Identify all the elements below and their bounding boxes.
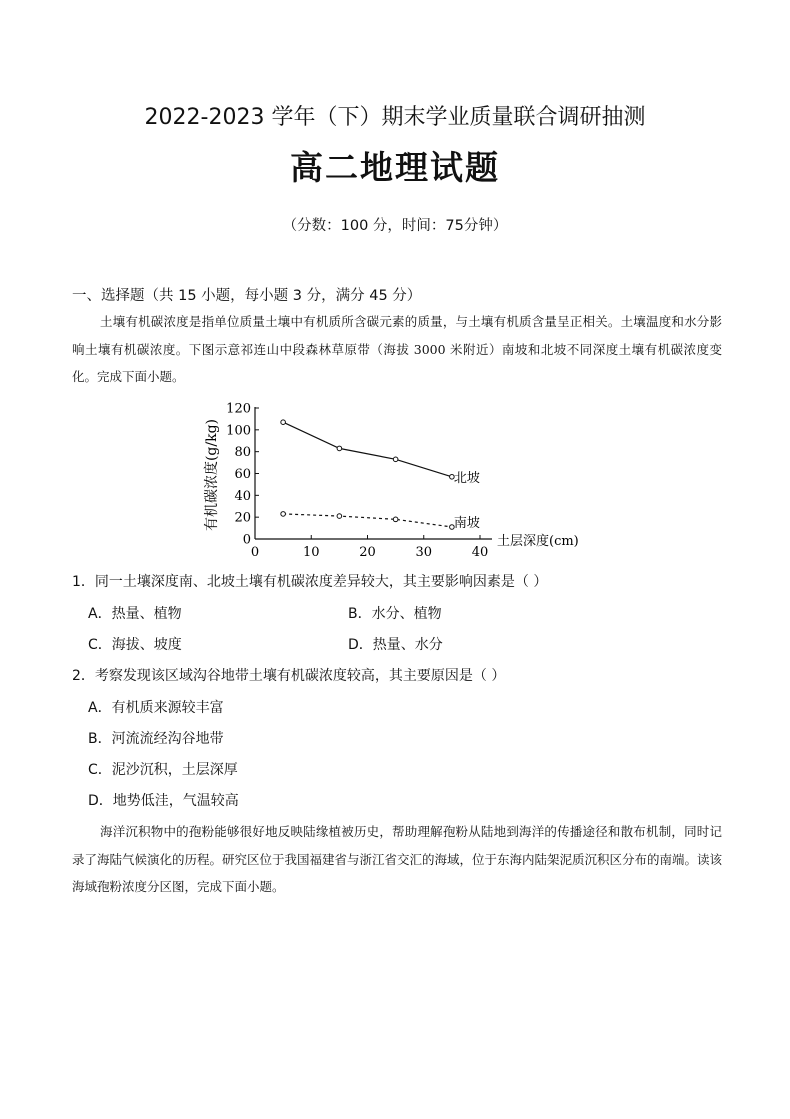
soil-carbon-chart <box>200 396 600 558</box>
passage-pollen: 海洋沉积物中的孢粉能够很好地反映陆缘植被历史，帮助理解孢粉从陆地到海洋的传播途径和散布机制，同时记录了海陆气候演化的历程。研究区位于我国福建省与浙江省交汇的海域，位于东海内陆架泥质沉积区分布的南端。读该海域孢粉浓度分区图，完成下面小题。 <box>72 824 723 894</box>
y-tick-label: 40 <box>234 488 251 504</box>
data-point <box>393 457 398 462</box>
subject-title: 高二地理试题 <box>290 148 500 187</box>
data-point <box>337 514 342 519</box>
x-tick-label: 10 <box>302 545 320 558</box>
x-tick-label: 0 <box>250 545 260 558</box>
x-tick-label: 30 <box>415 545 433 558</box>
y-tick-label: 120 <box>226 401 251 417</box>
passage-soil-carbon: 土壤有机碳浓度是指单位质量土壤中有机质所含碳元素的质量，与土壤有机质含量呈正相关。土壤温度和水分影响土壤有机碳浓度。下图示意祁连山中段森林草原带（海拔 3000 米附近）南坡和北坡不同深度土壤有机碳浓度变化。完成下面小题。 <box>72 314 722 384</box>
question-2-stem: 2．考察发现该区域沟谷地带土壤有机碳浓度较高，其主要原因是（ ） <box>72 668 506 684</box>
question-2-option-b[interactable]: B．河流流经沟谷地带 <box>88 731 224 747</box>
question-2-option-c[interactable]: C．泥沙沉积，土层深厚 <box>88 762 238 778</box>
y-tick-label: 60 <box>234 467 251 482</box>
chart-ticks <box>226 402 488 559</box>
question-1-stem: 1．同一土壤深度南、北坡土壤有机碳浓度差异较大，其主要影响因素是（ ） <box>72 574 548 590</box>
x-tick-label: 40 <box>471 545 489 558</box>
series-line-0 <box>283 422 452 477</box>
y-tick-label: 100 <box>226 423 251 439</box>
question-2-option-a[interactable]: A．有机质来源较丰富 <box>88 700 224 716</box>
series-label: 北坡 <box>453 470 480 486</box>
series-label: 南坡 <box>453 515 480 531</box>
exam-title: 2022-2023 学年（下）期末学业质量联合调研抽测 <box>144 105 646 130</box>
section-heading: 一、选择题（共 15 小题，每小题 3 分，满分 45 分） <box>72 288 422 304</box>
x-tick-label: 20 <box>359 545 376 558</box>
y-tick-label: 80 <box>234 445 251 461</box>
question-1-option-d[interactable]: D．热量、水分 <box>348 637 443 653</box>
score-time-info: （分数：100 分，时间：75分钟） <box>282 218 508 234</box>
data-point <box>393 517 398 522</box>
data-point <box>281 420 286 425</box>
question-2-option-d[interactable]: D．地势低洼，气温较高 <box>88 793 239 809</box>
chart-series <box>281 420 480 531</box>
series-line-1 <box>283 514 452 527</box>
question-1-option-a[interactable]: A．热量、植物 <box>88 606 182 622</box>
y-axis-label: 有机碳浓度(g/kg) <box>204 418 220 532</box>
y-tick-label: 0 <box>242 532 251 548</box>
question-1-option-b[interactable]: B．水分、植物 <box>348 606 442 622</box>
y-tick-label: 20 <box>234 510 251 526</box>
question-1-option-c[interactable]: C．海拔、坡度 <box>88 637 182 653</box>
data-point <box>337 446 342 451</box>
x-axis-label: 土层深度(cm) <box>497 534 579 549</box>
data-point <box>281 512 286 517</box>
